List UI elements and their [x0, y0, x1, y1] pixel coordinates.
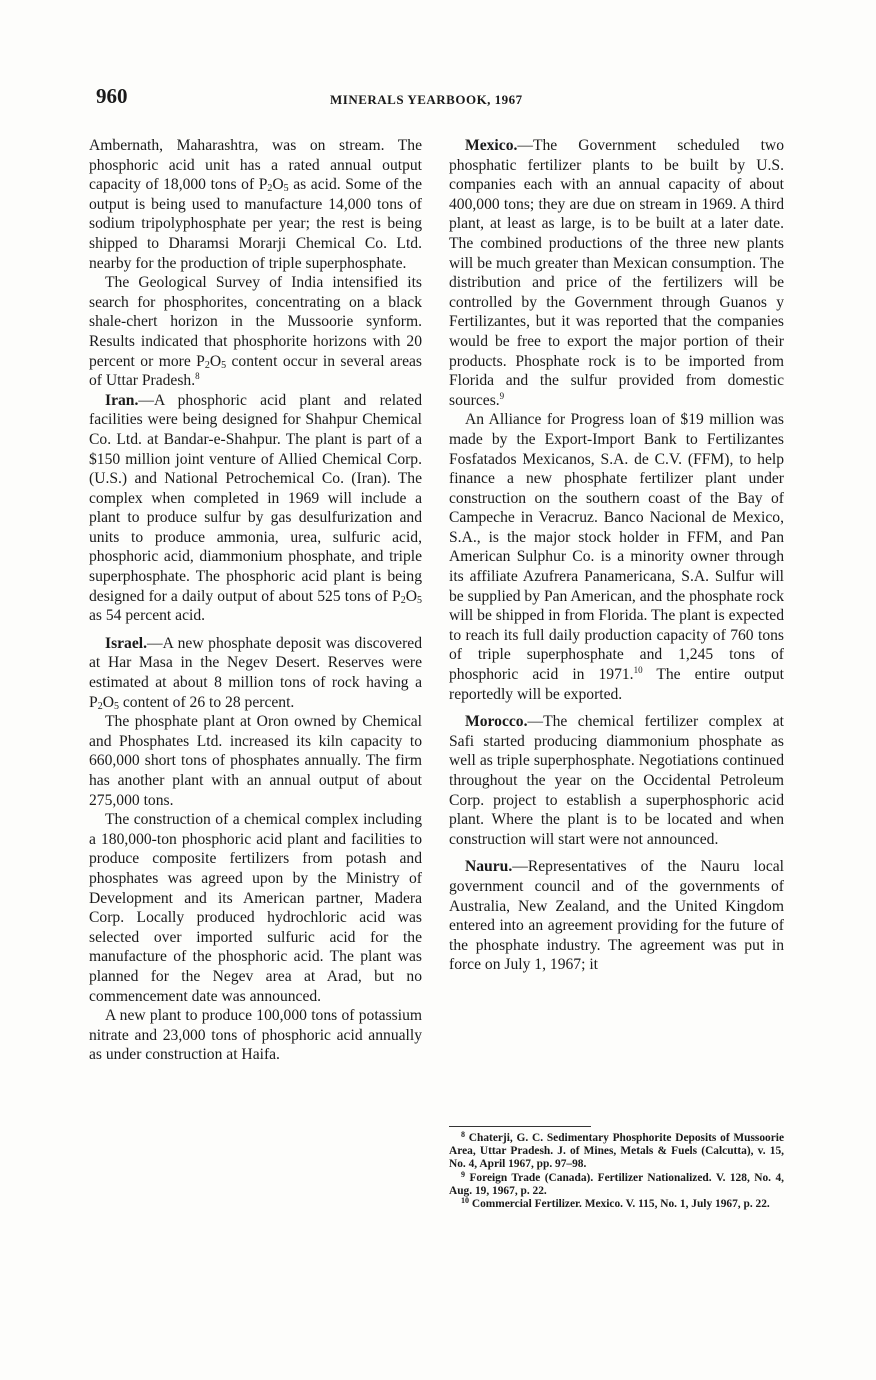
- footnote-ref-10: 10: [633, 665, 643, 676]
- paragraph-chemical-complex: The construction of a chemical complex including a 180,000-ton phosphoric acid plant and facilities to produce composite fertilizers from potash and phosphates was agreed upon by the Ministry of Development and its American partner, Madera Corp. Locally produced hydrochloric acid was selected over imported sulfuric acid for the manufacture of the phosphoric acid. The plant was planned for the Negev area at Arad, but no commencement date was announced.: [89, 811, 422, 1005]
- heading-morocco: Morocco.: [465, 713, 528, 731]
- footnote-ref-9: 9: [499, 390, 505, 401]
- heading-nauru: Nauru.: [465, 858, 513, 876]
- paragraph-iran: Iran.—A phosphoric acid plant and related facilities were being designed for Shahpur Chemical Co. Ltd. at Bandar-e-Shahpur. The plant is part of a $150 million joint venture of Allied Chemical Corp. (U.S.) and National Petrochemical Co. (Iran). The complex when completed in 1969 will include a plant to produce sulfur by gas desulfurization and units to produce ammonia, urea, sulfuric acid, phosphoric acid, diammonium phosphate, and triple superphosphate. The phosphoric acid plant is being designed for a daily output of about 525 tons of $P_2O_5$ as 54 percent acid.: [89, 391, 422, 625]
- footnote-10: $^{10}$ Commercial Fertilizer. Mexico. V. 115, No. 1, July 1967, p. 22.: [461, 1196, 770, 1211]
- paragraph-israel: Israel.—A new phosphate deposit was discovered at Har Masa in the Negev Desert. Reserves were estimated at about 8 million tons of rock having a $P_2O_5$ content of 26 to 28 percent.: [89, 634, 422, 712]
- heading-israel: Israel.: [105, 634, 148, 652]
- heading-iran: Iran.: [105, 391, 139, 409]
- right-column: [449, 136, 784, 975]
- page-number: 960: [96, 84, 128, 108]
- paragraph-haifa-plant: A new plant to produce 100,000 tons of potassium nitrate and 23,000 tons of phosphoric acid annually as under construction at Haifa.: [89, 1007, 422, 1064]
- running-head: MINERALS YEARBOOK, 1967: [330, 92, 523, 107]
- heading-mexico: Mexico.: [465, 137, 518, 154]
- paragraph-phosphoric-unit: Ambernath, Maharashtra, was on stream. The phosphoric acid unit has a rated annual output capacity of 18,000 tons of $P_2O_5$ as acid. Some of the output is being used to manufacture 14,000 tons of sodium tripolyphosphate per year; the rest is being shipped to Dharamsi Morarji Chemical Co. Ltd. nearby for the production of triple superphosphate.: [89, 137, 422, 272]
- left-column: [89, 136, 422, 1065]
- footnote-8: $^8$ Chaterji, G. C. Sedimentary Phosphorite Deposits of Mussoorie Area, Uttar Pradesh. J. of Mines, Metals & Fuels (Calcutta), v. 15, No. 4, April 1967, pp. 97–98.: [449, 1130, 784, 1171]
- paragraph-geological-survey: The Geological Survey of India intensified its search for phosphorites, concentrating on a black shale-chert horizon in the Mussoorie synform. Results indicated that phosphorite horizons with 20 percent or more $P_2O_5$ content occur in several areas of Uttar Pradesh.$^8$: [89, 274, 422, 390]
- footnotes: [449, 1132, 784, 1211]
- paragraph-nauru: Nauru.—Representatives of the Nauru local government council and of the governments of Australia, New Zealand, and the United Kingdom entered into an agreement providing for the future of the phosphate industry. The agreement was put in force on July 1, 1967; it: [449, 858, 784, 974]
- paragraph-morocco: Morocco.—The chemical fertilizer complex at Safi started producing diammonium phosphate as well as triple superphosphate. Negotiations continued throughout the year on the Occidental Petroleum Corp. project to establish a superphosphoric acid plant. Where the plant is to be located and when construction will start were not announced.: [449, 713, 784, 848]
- footnote-9: $^9$ Foreign Trade (Canada). Fertilizer Nationalized. V. 128, No. 4, Aug. 19, 1967, p. 22.: [449, 1169, 784, 1197]
- footnote-divider: [449, 1126, 591, 1127]
- footnote-ref-8: 8: [195, 371, 200, 382]
- paragraph-oron-plant: The phosphate plant at Oron owned by Chemical and Phosphates Ltd. increased its kiln capacity to 660,000 short tons of phosphates annually. The firm has another plant with an annual output of about 275,000 tons.: [89, 713, 422, 809]
- paragraph-mexico: Mexico.—The Government scheduled two phosphatic fertilizer plants to be built by U.S. companies each with an annual capacity of about 400,000 tons; they are due on stream in 1969. A third plant, at least as large, is to be built at a later date. The combined productions of the three new plants will be much greater than Mexican consumption. The distribution and price of the fertilizers will be controlled by the Government through Guanos y Fertilizantes, but it was reported that the companies would be free to export the major portion of their products. Phosphate rock is to be imported from Florida and the sulfur provided from domestic sources.$^9$: [449, 137, 784, 409]
- paragraph-alliance-loan: An Alliance for Progress loan of $19 million was made by the Export-Import Bank to Fertilizantes Fosfatados Mexicanos, S.A. de C.V. (FFM), to help finance a new phosphate fertilizer plant under construction on the southern coast of the Bay of Campeche in Veracruz. Banco Nacional de Mexico, S.A., is the major stock holder in FFM, and Pan American Sulphur Co. is a minority owner through its affiliate Azufrera Panamericana, S.A. Sulfur will be supplied by Pan American, and the phosphate rock will be shipped in from Florida. The plant is expected to reach its full daily production capacity of 760 tons of triple superphosphate and 1,245 tons of phosphoric acid in 1971.10 The entire output reportedly will be exported.: [449, 411, 784, 703]
